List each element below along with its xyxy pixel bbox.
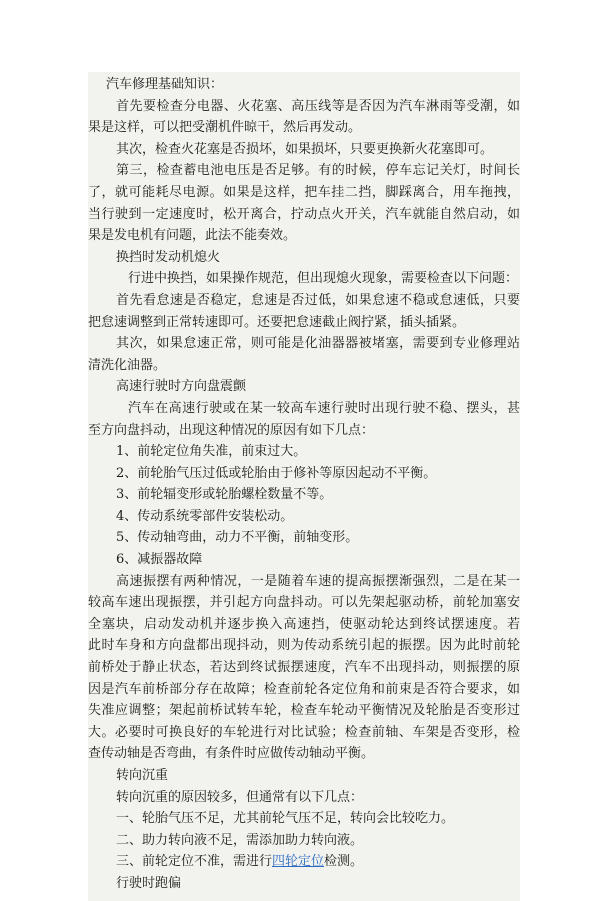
list-item: 4、传动系统零部件安装松动。 bbox=[116, 508, 294, 524]
paragraph-line: 果是这样，可以把受潮机件晾干，然后再发动。 bbox=[88, 120, 362, 136]
document-body bbox=[88, 72, 520, 901]
paragraph-line: 果是发电机有问题，此法不能奏效。 bbox=[88, 228, 297, 244]
paragraph-line: 清洗化油器。 bbox=[88, 357, 167, 373]
section-heading: 行驶时跑偏 bbox=[116, 875, 182, 891]
paragraph-line: 前桥处于静止状态，若达到终试振摆速度，汽车不出现抖动，则振摆的原 bbox=[88, 660, 520, 676]
list-item: 2、前轮胎气压过低或轮胎由于修补等原因起动不平衡。 bbox=[116, 465, 437, 481]
paragraph-line: 了，就可能耗尽电源。如果是这样，把车挂二挡，脚踩离合，用车拖拽， bbox=[88, 184, 520, 200]
paragraph-line: 首先要检查分电器、火花塞、高压线等是否因为汽车淋雨等受潮，如 bbox=[116, 98, 520, 114]
paragraph-line: 其次，检查火花塞是否损坏，如果损坏，只要更换新火花塞即可。 bbox=[116, 141, 494, 157]
list-item bbox=[88, 851, 520, 873]
paragraph-line: 第三，检查蓄电池电压是否足够。有的时候，停车忘记关灯，时间长 bbox=[116, 163, 520, 179]
list-item: 3、前轮辐变形或轮胎螺栓数量不等。 bbox=[116, 487, 333, 503]
section-heading: 换挡时发动机熄火 bbox=[116, 249, 221, 265]
list-item: 1、前轮定位角失准，前束过大。 bbox=[116, 444, 307, 460]
document-title: 汽车修理基础知识： bbox=[106, 77, 224, 92]
paragraph-line: 此时车身和方向盘都出现抖动，则为传动系统引起的振摆。因为此时前轮 bbox=[88, 638, 520, 654]
paragraph-line: 较高车速出现振摆，并引起方向盘抖动。可以先架起驱动桥，前轮加塞安 bbox=[88, 595, 520, 611]
paragraph-line: 把怠速调整到正常转速即可。还要把怠速截止阀拧紧，插头插紧。 bbox=[88, 314, 466, 330]
paragraph-line: 汽车在高速行驶或在某一较高车速行驶时出现行驶不稳、摆头，甚 bbox=[128, 400, 520, 416]
four-wheel-alignment-link[interactable]: 四轮定位 bbox=[272, 854, 325, 870]
paragraph-line: 转向沉重的原因较多，但通常有以下几点： bbox=[116, 789, 364, 805]
paragraph-line: 其次，如果怠速正常，则可能是化油器器被堵塞，需要到专业修理站 bbox=[116, 336, 520, 352]
section-heading: 高速行驶时方向盘震颤 bbox=[116, 379, 247, 395]
paragraph-line: 高速振摆有两种情况，一是随着车速的提高振摆渐强烈，二是在某一 bbox=[116, 573, 520, 589]
paragraph-line: 当行驶到一定速度时，松开离合，拧动点火开关，汽车就能自然启动，如 bbox=[88, 206, 520, 222]
list-item-text: 三、前轮定位不准，需进行 bbox=[116, 854, 273, 870]
list-item: 5、传动轴弯曲，动力不平衡，前轴变形。 bbox=[116, 530, 359, 546]
paragraph-line: 全塞块，启动发动机并逐步换入高速挡，使驱动轮达到终试摆速度。若 bbox=[88, 616, 520, 632]
paragraph-line: 行进中换挡，如果操作规范，但出现熄火现象，需要检查以下问题： bbox=[128, 271, 519, 287]
list-item: 二、助力转向液不足，需添加助力转向液。 bbox=[116, 832, 364, 848]
paragraph-line: 首先看怠速是否稳定，怠速是否过低，如果怠速不稳或怠速低，只要 bbox=[116, 292, 520, 308]
paragraph-line: 大。必要时可换良好的车轮进行对比试验；检查前轴、车架是否变形，检 bbox=[88, 724, 520, 740]
list-item: 6、减振器故障 bbox=[116, 552, 203, 568]
paragraph-line: 失准应调整；架起前桥试转车轮，检查车轮动平衡情况及轮胎是否变形过 bbox=[88, 703, 520, 719]
paragraph-line: 至方向盘抖动，出现这种情况的原因有如下几点： bbox=[88, 422, 375, 438]
list-item: 一、轮胎气压不足，尤其前轮气压不足，转向会比较吃力。 bbox=[116, 811, 455, 827]
paragraph-line: 查传动轴是否弯曲，有条件时应做传动轴动平衡。 bbox=[88, 746, 375, 762]
paragraph-line: 因是汽车前桥部分存在故障；检查前轮各定位角和前束是否符合要求，如 bbox=[88, 681, 520, 697]
list-item-text: 检测。 bbox=[324, 854, 364, 870]
section-heading: 转向沉重 bbox=[116, 768, 169, 783]
